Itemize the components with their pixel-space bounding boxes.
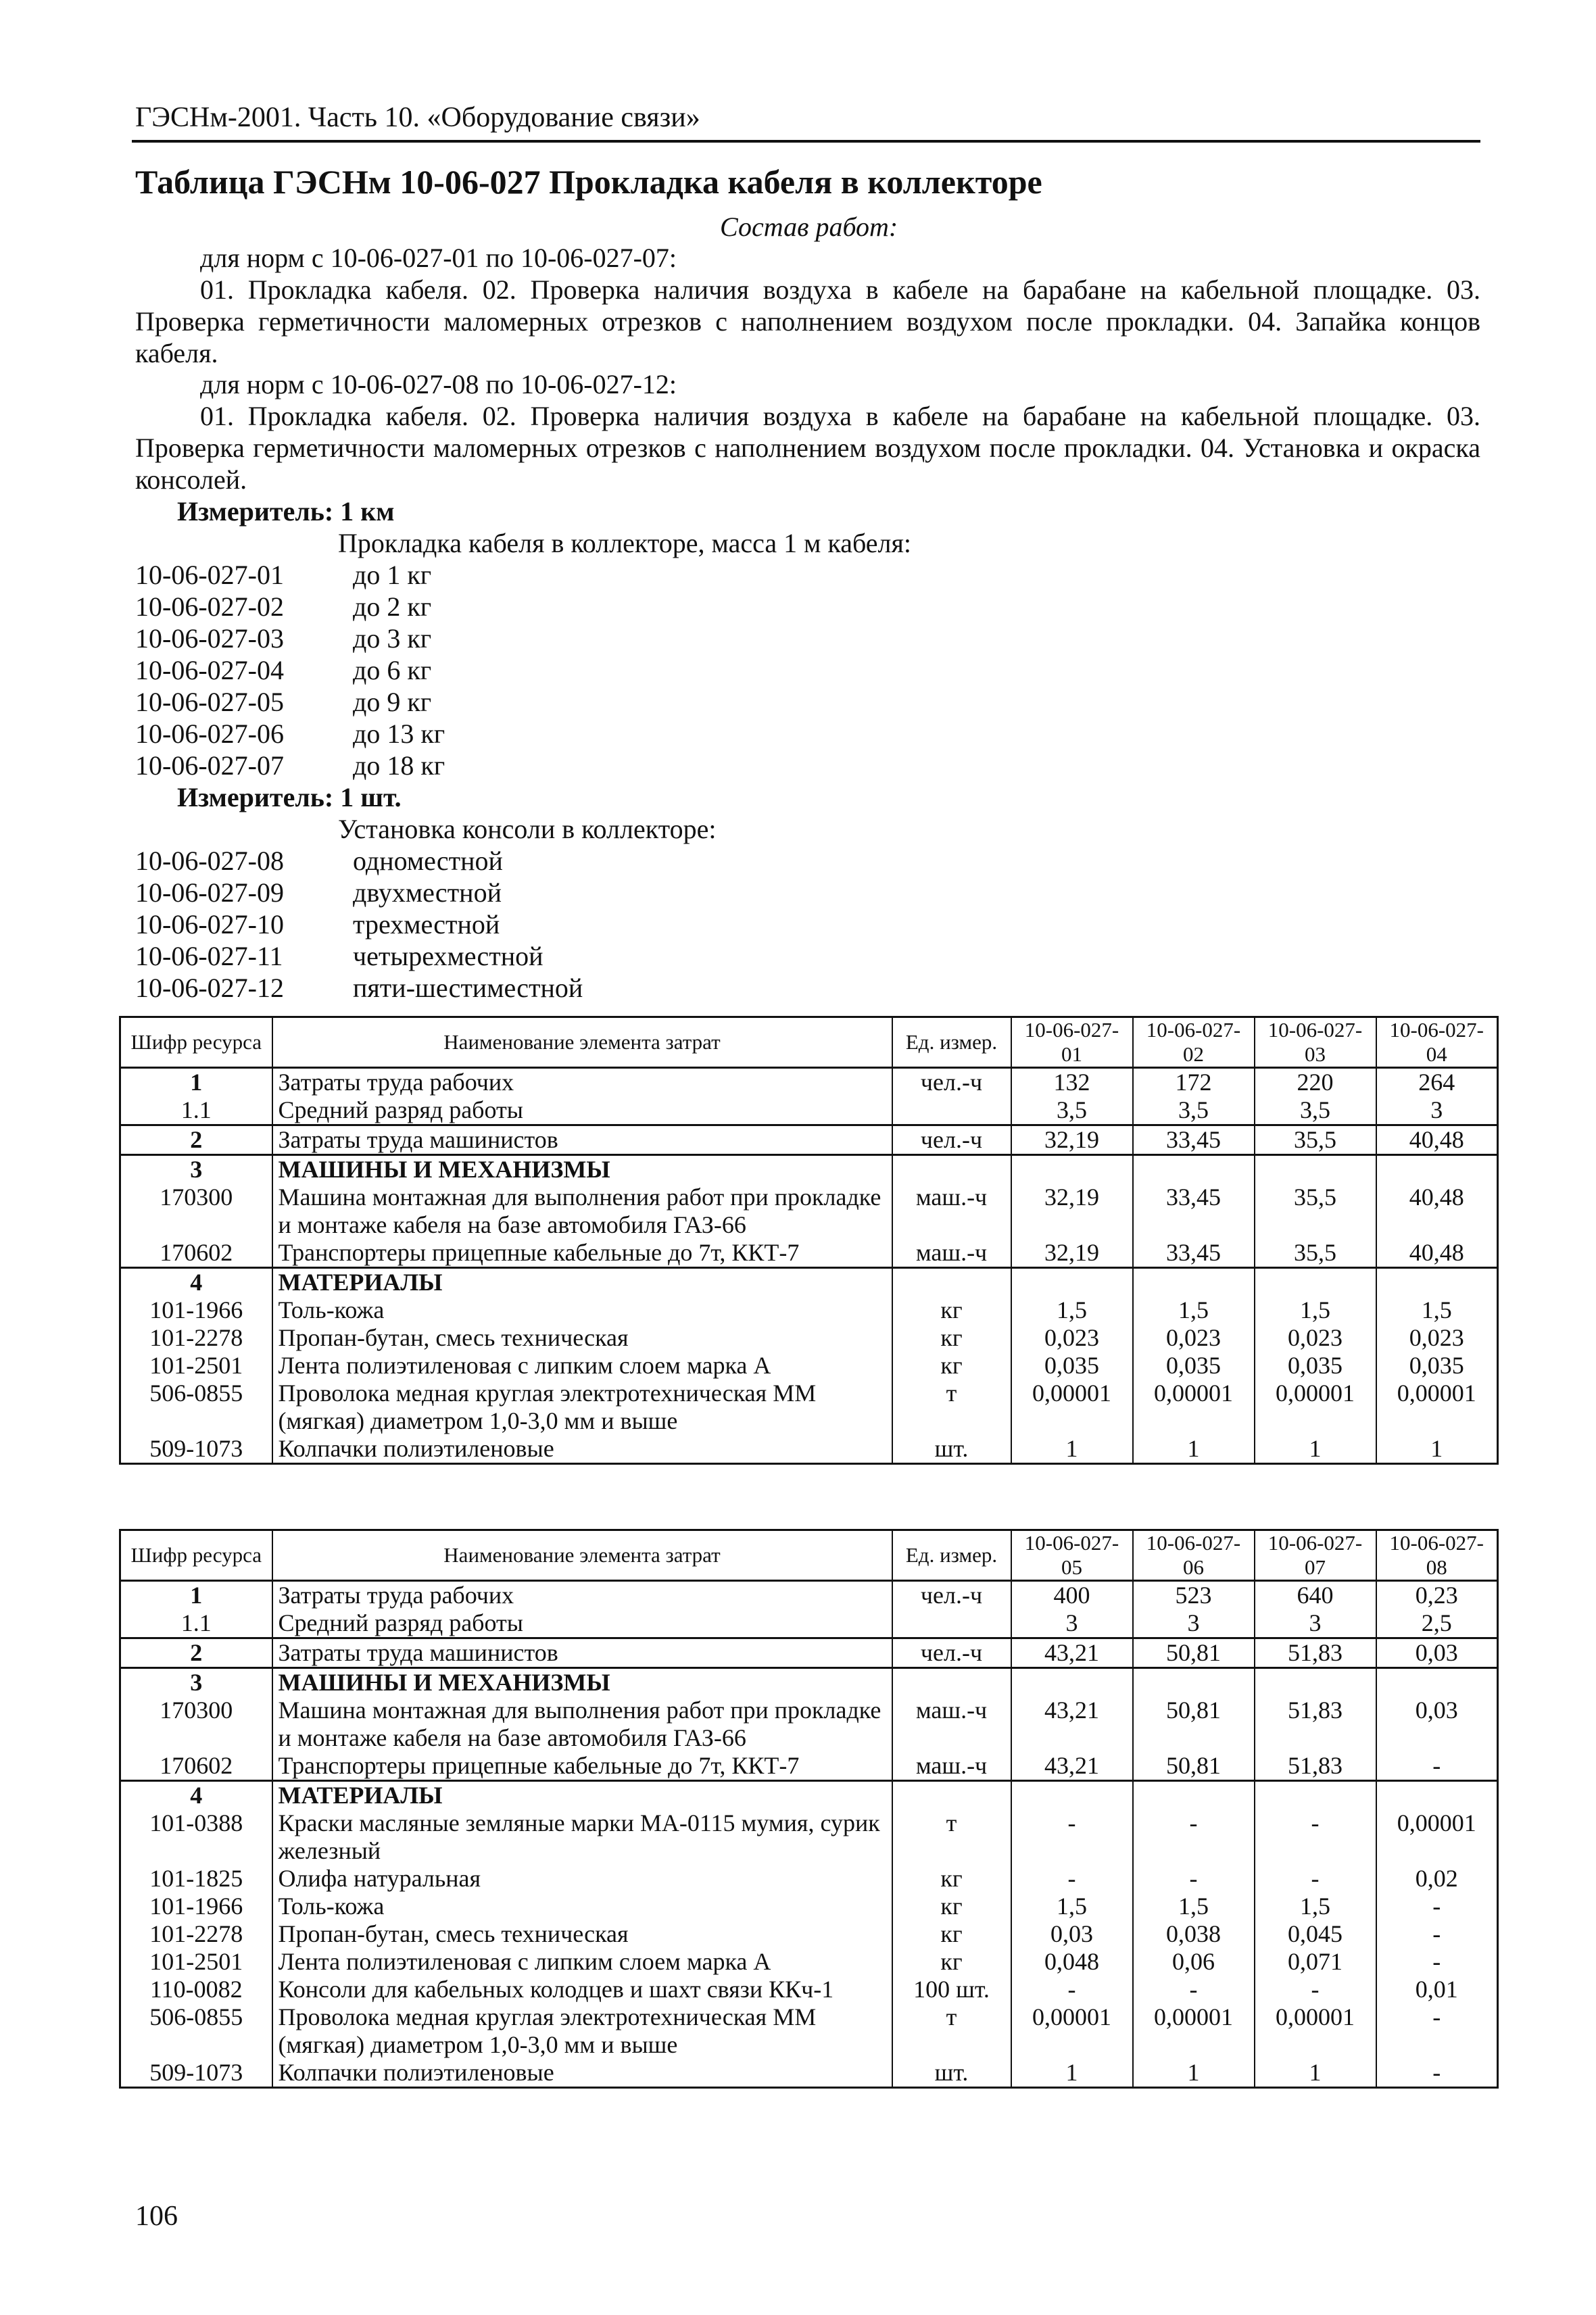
resource-value [1133, 1155, 1255, 1184]
meter-1: Измеритель: 1 км [177, 496, 395, 527]
resource-code: 2 [120, 1638, 272, 1668]
page-number: 106 [135, 2201, 178, 2232]
header-col-3: 10-06-027-03 [1255, 1017, 1376, 1068]
resource-value: 1 [1133, 1435, 1255, 1464]
resource-value: - [1376, 2003, 1498, 2059]
norm-list-item [135, 908, 583, 940]
resource-name: МАТЕРИАЛЫ [272, 1268, 892, 1297]
resource-value: 1 [1376, 1435, 1498, 1464]
table-row [120, 1239, 1498, 1268]
resource-unit: шт. [892, 1435, 1011, 1464]
resource-value: 51,83 [1255, 1752, 1376, 1781]
resource-value: 1,5 [1255, 1296, 1376, 1324]
resource-code: 1 [120, 1581, 272, 1610]
table-row [120, 2003, 1498, 2059]
header-col-1: 10-06-027-01 [1011, 1017, 1133, 1068]
norm-list-item [135, 940, 583, 972]
table-title: Таблица ГЭСНм 10-06-027 Прокладка кабеля в коллекторе [135, 163, 1042, 201]
resource-name: Колпачки полиэтиленовые [272, 1435, 892, 1464]
table-row [120, 1296, 1498, 1324]
resource-value: 43,21 [1011, 1697, 1133, 1752]
resource-name: Толь-кожа [272, 1893, 892, 1920]
table-row [120, 1068, 1498, 1097]
resource-value: 33,45 [1133, 1184, 1255, 1239]
group2-label: для норм с 10-06-027-08 по 10-06-027-12: [200, 369, 677, 399]
table-row [120, 1155, 1498, 1184]
resource-value: 0,023 [1133, 1324, 1255, 1352]
resource-value: 3 [1133, 1609, 1255, 1638]
resource-value: 0,00001 [1376, 1809, 1498, 1865]
resource-unit: кг [892, 1352, 1011, 1380]
table-row [120, 1948, 1498, 1976]
norm-description: до 2 кг [353, 591, 432, 622]
resource-unit [892, 1668, 1011, 1697]
resource-value: 0,02 [1376, 1865, 1498, 1893]
resource-value [1133, 1668, 1255, 1697]
resource-value: 43,21 [1011, 1638, 1133, 1668]
resource-name: МАШИНЫ И МЕХАНИЗМЫ [272, 1668, 892, 1697]
resource-name: Проволока медная круглая электротехническая ММ (мягкая) диаметром 1,0-3,0 мм и выше [272, 1380, 892, 1435]
norm-description: до 1 кг [353, 560, 432, 590]
table-row [120, 1893, 1498, 1920]
resource-unit: кг [892, 1296, 1011, 1324]
resource-name: Проволока медная круглая электротехническая ММ (мягкая) диаметром 1,0-3,0 мм и выше [272, 2003, 892, 2059]
header-col-2: 10-06-027-06 [1133, 1530, 1255, 1581]
resource-value: 0,038 [1133, 1920, 1255, 1948]
resource-code: 2 [120, 1125, 272, 1155]
table-row [120, 1096, 1498, 1125]
resource-value: 0,03 [1376, 1697, 1498, 1752]
header-code: Шифр ресурса [120, 1017, 272, 1068]
norm-code: 10-06-027-11 [135, 941, 283, 971]
resource-value: 1 [1011, 1435, 1133, 1464]
resource-code: 3 [120, 1668, 272, 1697]
header-unit: Ед. измер. [892, 1017, 1011, 1068]
resource-name: Затраты труда машинистов [272, 1638, 892, 1668]
resource-value: 3 [1376, 1096, 1498, 1125]
group2-text: 01. Прокладка кабеля. 02. Проверка наличия воздуха в кабеле на барабане на кабельной площадке. 03. Проверка герметичности маломерных отрезков с наполнением воздухом после прокладки. 04. Установка и окраска консолей. [135, 401, 1480, 495]
norm-list-item [135, 559, 445, 591]
resource-code: 170602 [120, 1239, 272, 1268]
norm-list-2 [135, 845, 583, 1004]
resource-value: 1 [1255, 2059, 1376, 2088]
resource-code: 170602 [120, 1752, 272, 1781]
resource-value [1376, 1668, 1498, 1697]
norm-description: до 9 кг [353, 687, 432, 717]
resource-value: 0,00001 [1255, 1380, 1376, 1435]
resource-value: 3 [1255, 1609, 1376, 1638]
resource-value [1255, 1155, 1376, 1184]
resource-unit: кг [892, 1893, 1011, 1920]
resource-code: 1.1 [120, 1609, 272, 1638]
resource-name: Олифа натуральная [272, 1865, 892, 1893]
resource-value: - [1376, 1893, 1498, 1920]
group1-label: для норм с 10-06-027-01 по 10-06-027-07: [200, 243, 677, 273]
work-composition-heading: Состав работ: [720, 212, 898, 242]
resource-unit: 100 шт. [892, 1976, 1011, 2003]
resource-unit [892, 1155, 1011, 1184]
resource-code: 3 [120, 1155, 272, 1184]
resource-name: Колпачки полиэтиленовые [272, 2059, 892, 2088]
resource-name: Машина монтажная для выполнения работ при прокладке и монтаже кабеля на базе автомобиля ГАЗ-66 [272, 1697, 892, 1752]
resource-value: 0,045 [1255, 1920, 1376, 1948]
header-code: Шифр ресурса [120, 1530, 272, 1581]
resource-value [1255, 1781, 1376, 1810]
norm-list-item [135, 718, 445, 750]
resource-value: 0,00001 [1376, 1380, 1498, 1435]
resource-unit: кг [892, 1865, 1011, 1893]
table-row [120, 1865, 1498, 1893]
resource-code: 506-0855 [120, 1380, 272, 1435]
resource-value: 0,03 [1011, 1920, 1133, 1948]
resource-value: - [1376, 1920, 1498, 1948]
resource-code: 110-0082 [120, 1976, 272, 2003]
resource-value [1255, 1668, 1376, 1697]
resource-name: Транспортеры прицепные кабельные до 7т, ККТ-7 [272, 1752, 892, 1781]
resource-value: 0,035 [1376, 1352, 1498, 1380]
resource-value: 33,45 [1133, 1125, 1255, 1155]
resource-unit: шт. [892, 2059, 1011, 2088]
norm-list-item [135, 591, 445, 623]
resource-unit: чел.-ч [892, 1068, 1011, 1097]
norm-code: 10-06-027-05 [135, 687, 284, 717]
resource-value: 33,45 [1133, 1239, 1255, 1268]
table-row [120, 1920, 1498, 1948]
resource-value: 51,83 [1255, 1638, 1376, 1668]
resource-value: 50,81 [1133, 1752, 1255, 1781]
header-name: Наименование элемента затрат [272, 1017, 892, 1068]
resource-value: 32,19 [1011, 1239, 1133, 1268]
norm-description: до 18 кг [353, 750, 445, 781]
resource-value: 0,01 [1376, 1976, 1498, 2003]
resource-value: 0,035 [1255, 1352, 1376, 1380]
resource-value: 0,023 [1376, 1324, 1498, 1352]
resource-value [1133, 1781, 1255, 1810]
resource-code: 4 [120, 1781, 272, 1810]
resource-value: - [1255, 1865, 1376, 1893]
norm-list-1 [135, 559, 445, 781]
resource-table-1 [119, 1016, 1499, 1465]
resource-value: 32,19 [1011, 1184, 1133, 1239]
resource-unit: чел.-ч [892, 1581, 1011, 1610]
table-row [120, 1268, 1498, 1297]
table-row [120, 1324, 1498, 1352]
norm-description: до 3 кг [353, 623, 432, 654]
resource-unit: маш.-ч [892, 1697, 1011, 1752]
table-row [120, 1781, 1498, 1810]
resource-unit: чел.-ч [892, 1125, 1011, 1155]
norm-code: 10-06-027-12 [135, 973, 284, 1003]
resource-code: 506-0855 [120, 2003, 272, 2059]
resource-value: 35,5 [1255, 1125, 1376, 1155]
resource-code: 101-1825 [120, 1865, 272, 1893]
table-row [120, 1976, 1498, 2003]
table-row [120, 1638, 1498, 1668]
list2-heading: Установка консоли в коллекторе: [338, 814, 717, 844]
resource-unit: маш.-ч [892, 1184, 1011, 1239]
resource-value: 0,03 [1376, 1638, 1498, 1668]
resource-code: 170300 [120, 1184, 272, 1239]
resource-value: - [1255, 1976, 1376, 2003]
resource-value: 1,5 [1011, 1296, 1133, 1324]
header-col-1: 10-06-027-05 [1011, 1530, 1133, 1581]
resource-value: 400 [1011, 1581, 1133, 1610]
meter-2: Измеритель: 1 шт. [177, 782, 402, 812]
list1-heading: Прокладка кабеля в коллекторе, масса 1 м кабеля: [338, 528, 912, 558]
resource-name: МАТЕРИАЛЫ [272, 1781, 892, 1810]
resource-value [1011, 1155, 1133, 1184]
resource-table-2 [119, 1529, 1499, 2089]
resource-name: МАШИНЫ И МЕХАНИЗМЫ [272, 1155, 892, 1184]
table-row [120, 1125, 1498, 1155]
norm-list-item [135, 845, 583, 877]
resource-name: Пропан-бутан, смесь техническая [272, 1324, 892, 1352]
group2-description [135, 400, 1480, 495]
norm-list-item [135, 750, 445, 781]
norm-code: 10-06-027-08 [135, 846, 284, 876]
norm-description: одноместной [353, 846, 503, 876]
resource-value: - [1376, 2059, 1498, 2088]
table-row [120, 1380, 1498, 1435]
resource-unit: маш.-ч [892, 1239, 1011, 1268]
resource-value: 3,5 [1255, 1096, 1376, 1125]
resource-value: 40,48 [1376, 1184, 1498, 1239]
resource-unit: кг [892, 1324, 1011, 1352]
resource-value: 0,00001 [1133, 1380, 1255, 1435]
resource-value: 0,035 [1011, 1352, 1133, 1380]
resource-name: Транспортеры прицепные кабельные до 7т, ККТ-7 [272, 1239, 892, 1268]
resource-value: 132 [1011, 1068, 1133, 1097]
resource-value: - [1011, 1976, 1133, 2003]
resource-value: 0,00001 [1011, 2003, 1133, 2059]
header-unit: Ед. измер. [892, 1530, 1011, 1581]
norm-list-item [135, 654, 445, 686]
resource-code: 101-2278 [120, 1324, 272, 1352]
resource-value: - [1133, 1809, 1255, 1865]
resource-name: Лента полиэтиленовая с липким слоем марка А [272, 1352, 892, 1380]
norm-code: 10-06-027-01 [135, 560, 284, 590]
table-row [120, 1697, 1498, 1752]
norm-description: трехместной [353, 909, 500, 940]
resource-value: 35,5 [1255, 1239, 1376, 1268]
table-row [120, 2059, 1498, 2088]
group1-text: 01. Прокладка кабеля. 02. Проверка наличия воздуха в кабеле на барабане на кабельной площадке. 03. Проверка герметичности маломерных отрезков с наполнением воздухом после прокладки. 04. Запайка концов кабеля. [135, 274, 1480, 368]
norm-description: до 6 кг [353, 655, 432, 685]
norm-code: 10-06-027-10 [135, 909, 284, 940]
resource-value: - [1133, 1865, 1255, 1893]
resource-value: 1,5 [1255, 1893, 1376, 1920]
resource-value: 40,48 [1376, 1125, 1498, 1155]
table-row [120, 1184, 1498, 1239]
resource-value: 43,21 [1011, 1752, 1133, 1781]
resource-code: 101-2501 [120, 1948, 272, 1976]
resource-value: 264 [1376, 1068, 1498, 1097]
resource-name: Консоли для кабельных колодцев и шахт связи ККч-1 [272, 1976, 892, 2003]
resource-code: 101-2501 [120, 1352, 272, 1380]
resource-value: - [1011, 1809, 1133, 1865]
norm-list-item [135, 972, 583, 1004]
resource-unit: кг [892, 1948, 1011, 1976]
resource-unit: т [892, 2003, 1011, 2059]
resource-value: 0,035 [1133, 1352, 1255, 1380]
resource-value: 0,023 [1011, 1324, 1133, 1352]
resource-unit: чел.-ч [892, 1638, 1011, 1668]
resource-value: 1,5 [1011, 1893, 1133, 1920]
resource-value: 0,048 [1011, 1948, 1133, 1976]
resource-value: 3,5 [1011, 1096, 1133, 1125]
norm-code: 10-06-027-02 [135, 591, 284, 622]
resource-value [1376, 1268, 1498, 1297]
resource-name: Средний разряд работы [272, 1609, 892, 1638]
resource-value [1255, 1268, 1376, 1297]
resource-code: 1 [120, 1068, 272, 1097]
resource-value: 1 [1255, 1435, 1376, 1464]
resource-unit: т [892, 1380, 1011, 1435]
norm-description: двухместной [353, 877, 502, 908]
header-col-2: 10-06-027-02 [1133, 1017, 1255, 1068]
resource-name: Лента полиэтиленовая с липким слоем марка А [272, 1948, 892, 1976]
resource-name: Толь-кожа [272, 1296, 892, 1324]
resource-name: Пропан-бутан, смесь техническая [272, 1920, 892, 1948]
resource-value [1376, 1781, 1498, 1810]
resource-name: Средний разряд работы [272, 1096, 892, 1125]
resource-name: Затраты труда рабочих [272, 1581, 892, 1610]
resource-value: - [1011, 1865, 1133, 1893]
table-row [120, 1352, 1498, 1380]
resource-code: 101-0388 [120, 1809, 272, 1865]
norm-code: 10-06-027-04 [135, 655, 284, 685]
table-row [120, 1581, 1498, 1610]
table-row [120, 1809, 1498, 1865]
resource-value [1011, 1668, 1133, 1697]
resource-value: 32,19 [1011, 1125, 1133, 1155]
resource-value: 3,5 [1133, 1096, 1255, 1125]
norm-code: 10-06-027-06 [135, 718, 284, 749]
resource-unit [892, 1781, 1011, 1810]
table-row [120, 1668, 1498, 1697]
header-col-4: 10-06-027-08 [1376, 1530, 1498, 1581]
table-row [120, 1609, 1498, 1638]
running-head: ГЭСНм-2001. Часть 10. «Оборудование связи» [135, 102, 700, 133]
norm-description: пяти-шестиместной [353, 973, 583, 1003]
resource-unit: кг [892, 1920, 1011, 1948]
resource-value: 0,23 [1376, 1581, 1498, 1610]
resource-value: 0,023 [1255, 1324, 1376, 1352]
resource-value: 0,00001 [1011, 1380, 1133, 1435]
resource-value: 1 [1133, 2059, 1255, 2088]
resource-value: 40,48 [1376, 1239, 1498, 1268]
resource-value: 220 [1255, 1068, 1376, 1097]
resource-value: 1 [1011, 2059, 1133, 2088]
group1-description [135, 274, 1480, 369]
resource-value: 50,81 [1133, 1697, 1255, 1752]
resource-code: 509-1073 [120, 2059, 272, 2088]
resource-name: Затраты труда рабочих [272, 1068, 892, 1097]
resource-value: 50,81 [1133, 1638, 1255, 1668]
resource-code: 101-2278 [120, 1920, 272, 1948]
resource-name: Машина монтажная для выполнения работ при прокладке и монтаже кабеля на базе автомобиля ГАЗ-66 [272, 1184, 892, 1239]
resource-value: - [1376, 1752, 1498, 1781]
header-col-4: 10-06-027-04 [1376, 1017, 1498, 1068]
resource-value: 0,00001 [1255, 2003, 1376, 2059]
norm-list-item [135, 877, 583, 908]
norm-code: 10-06-027-09 [135, 877, 284, 908]
resource-value: 2,5 [1376, 1609, 1498, 1638]
resource-code: 170300 [120, 1697, 272, 1752]
norm-description: до 13 кг [353, 718, 445, 749]
resource-code: 509-1073 [120, 1435, 272, 1464]
resource-value: 0,00001 [1133, 2003, 1255, 2059]
resource-value: 523 [1133, 1581, 1255, 1610]
norm-list-item [135, 623, 445, 654]
resource-name: Краски масляные земляные марки МА-0115 мумия, сурик железный [272, 1809, 892, 1865]
resource-value: - [1255, 1809, 1376, 1865]
resource-unit [892, 1096, 1011, 1125]
resource-value: 3 [1011, 1609, 1133, 1638]
resource-value: 0,06 [1133, 1948, 1255, 1976]
resource-value: 1,5 [1376, 1296, 1498, 1324]
resource-value: - [1376, 1948, 1498, 1976]
resource-value [1133, 1268, 1255, 1297]
resource-value: 0,071 [1255, 1948, 1376, 1976]
resource-value: - [1133, 1976, 1255, 2003]
norm-description: четырехместной [353, 941, 543, 971]
header-rule [132, 140, 1480, 143]
resource-unit: т [892, 1809, 1011, 1865]
resource-code: 1.1 [120, 1096, 272, 1125]
norm-code: 10-06-027-03 [135, 623, 284, 654]
resource-name: Затраты труда машинистов [272, 1125, 892, 1155]
resource-value: 35,5 [1255, 1184, 1376, 1239]
resource-code: 4 [120, 1268, 272, 1297]
header-name: Наименование элемента затрат [272, 1530, 892, 1581]
norm-code: 10-06-027-07 [135, 750, 284, 781]
table-row [120, 1752, 1498, 1781]
table-row [120, 1435, 1498, 1464]
resource-unit [892, 1609, 1011, 1638]
resource-value: 1,5 [1133, 1296, 1255, 1324]
header-col-3: 10-06-027-07 [1255, 1530, 1376, 1581]
resource-unit: маш.-ч [892, 1752, 1011, 1781]
resource-value: 172 [1133, 1068, 1255, 1097]
resource-unit [892, 1268, 1011, 1297]
resource-code: 101-1966 [120, 1893, 272, 1920]
resource-value: 51,83 [1255, 1697, 1376, 1752]
resource-value: 1,5 [1133, 1893, 1255, 1920]
resource-value [1376, 1155, 1498, 1184]
resource-value: 640 [1255, 1581, 1376, 1610]
resource-value [1011, 1781, 1133, 1810]
resource-code: 101-1966 [120, 1296, 272, 1324]
resource-value [1011, 1268, 1133, 1297]
norm-list-item [135, 686, 445, 718]
